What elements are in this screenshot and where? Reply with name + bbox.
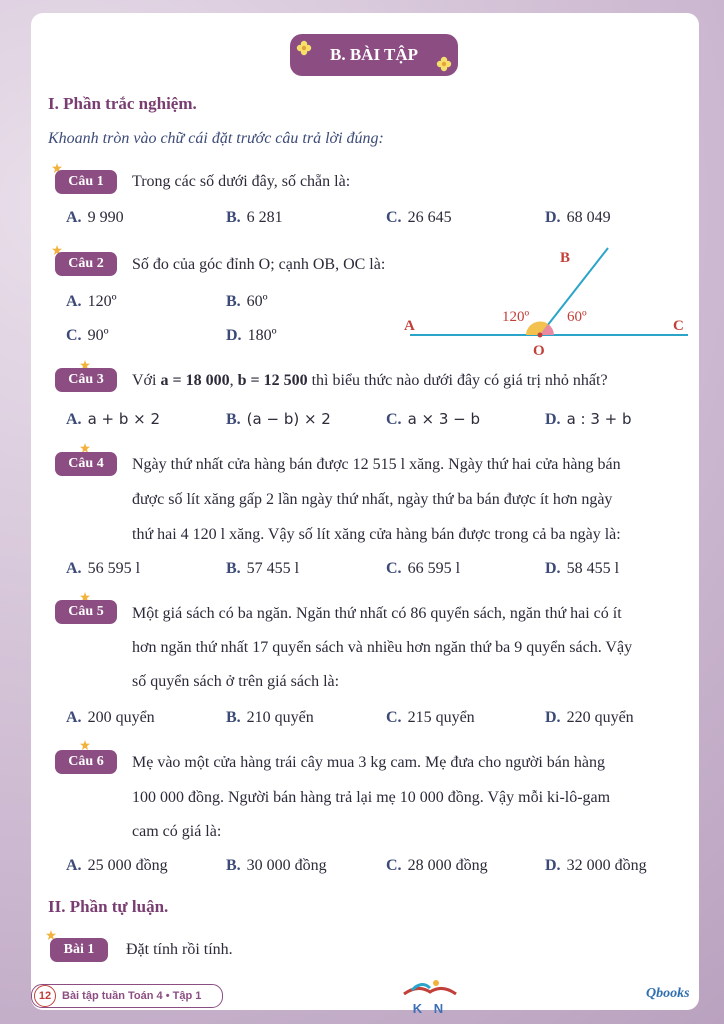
title-banner [290, 34, 458, 76]
question-label: Câu 2 [68, 256, 104, 271]
section-heading-essay: II. Phần tự luận. [48, 897, 169, 916]
option-c[interactable] [386, 857, 488, 875]
option-letter: D. [545, 857, 561, 874]
option-letter: A. [66, 209, 82, 226]
option-value: (a − b) × 2 [246, 410, 331, 428]
option-letter: D. [545, 209, 561, 226]
option-a[interactable] [66, 857, 168, 875]
option-a[interactable] [66, 560, 140, 578]
question-label: Câu 4 [68, 456, 104, 471]
question-badge [55, 452, 117, 476]
option-letter: B. [226, 411, 241, 428]
question-line: Mẹ vào một cửa hàng trái cây mua 3 kg cam. Mẹ đưa cho người bán hàng [132, 754, 605, 771]
option-letter: A. [66, 857, 82, 874]
star-icon [80, 740, 90, 750]
option-d[interactable] [545, 857, 647, 875]
book-logo-icon [398, 978, 462, 998]
option-b[interactable] [226, 293, 268, 311]
option-value: 120º [87, 293, 117, 310]
flower-icon [436, 56, 452, 72]
question-badge [55, 368, 117, 392]
option-value: a : 3 + b [566, 410, 632, 428]
text-part: thì biểu thức nào dưới đây có giá trị nhỏ nhất? [307, 372, 608, 389]
option-c[interactable] [386, 560, 460, 578]
question-text [132, 365, 608, 396]
option-c[interactable] [66, 327, 109, 345]
exercise-label: Bài 1 [63, 942, 95, 957]
option-value: 180º [247, 327, 277, 344]
option-letter: C. [386, 709, 402, 726]
question-line: thứ hai 4 120 l xăng. Vậy số lít xăng cửa hàng bán được trong cả ba ngày là: [132, 526, 621, 543]
option-value: 32 000 đồng [566, 857, 647, 874]
label-b: B [560, 250, 571, 266]
kn-logo-text: K N [412, 1001, 448, 1016]
option-d[interactable] [226, 327, 277, 345]
option-value: 210 quyển [246, 709, 314, 726]
question-line: được số lít xăng gấp 2 lần ngày thứ nhất, ngày thứ ba bán được ít hơn ngày [132, 491, 613, 508]
section-heading-multiple-choice: I. Phần trắc nghiệm. [48, 94, 197, 113]
label-c: C [673, 318, 684, 334]
question-line: số quyển sách ở trên giá sách là: [132, 673, 340, 690]
option-a[interactable] [66, 410, 160, 429]
option-value: 57 455 l [246, 560, 300, 577]
question-text: Số đo của góc đỉnh O; cạnh OB, OC là: [132, 256, 386, 273]
option-b[interactable] [226, 709, 314, 727]
option-c[interactable] [386, 709, 475, 727]
option-d[interactable] [545, 209, 611, 227]
option-value: a + b × 2 [87, 410, 161, 428]
flower-icon [296, 40, 312, 56]
option-b[interactable] [226, 209, 283, 227]
option-letter: C. [386, 857, 402, 874]
text-part: , [229, 372, 238, 389]
option-a[interactable] [66, 209, 124, 227]
option-d[interactable] [545, 410, 632, 429]
question-line: 100 000 đồng. Người bán hàng trả lại mẹ 10 000 đồng. Vậy mỗi ki-lô-gam [132, 789, 611, 806]
option-letter: A. [66, 411, 82, 428]
page-title: B. BÀI TẬP [329, 45, 418, 64]
option-value: 9 990 [87, 209, 124, 226]
option-letter: B. [226, 560, 241, 577]
value-a: a = 18 000 [160, 372, 230, 389]
option-letter: A. [66, 560, 82, 577]
option-value: 60º [246, 293, 268, 310]
option-letter: A. [66, 293, 82, 310]
angle-label-right: 60º [567, 309, 587, 325]
option-letter: C. [386, 411, 402, 428]
question-line: Ngày thứ nhất cửa hàng bán được 12 515 l xăng. Ngày thứ hai cửa hàng bán [132, 456, 621, 473]
option-letter: D. [226, 327, 242, 344]
option-letter: C. [66, 327, 82, 344]
question-label: Câu 1 [68, 174, 104, 189]
label-a: A [404, 318, 415, 334]
option-c[interactable] [386, 209, 452, 227]
option-letter: D. [545, 411, 561, 428]
option-letter: C. [386, 209, 402, 226]
option-c[interactable] [386, 410, 480, 429]
exercise-badge [50, 938, 108, 962]
question-text: Trong các số dưới đây, số chẵn là: [132, 173, 351, 190]
option-value: 26 645 [407, 209, 452, 226]
option-value: 68 049 [566, 209, 611, 226]
exercise-text: Đặt tính rồi tính. [126, 941, 233, 958]
option-value: 200 quyển [87, 709, 155, 726]
option-value: 220 quyển [566, 709, 634, 726]
value-b: b = 12 500 [237, 372, 308, 389]
question-line: hơn ngăn thứ nhất 17 quyển sách và nhiều hơn ngăn thứ ba 9 quyển sách. Vậy [132, 639, 633, 656]
angle-diagram [400, 244, 700, 360]
option-value: 6 281 [246, 209, 283, 226]
text-part: Với [132, 372, 161, 389]
footer-book-info [31, 984, 223, 1008]
question-badge [55, 170, 117, 194]
option-b[interactable] [226, 560, 299, 578]
option-b[interactable] [226, 410, 331, 429]
angle-label-left: 120º [502, 309, 530, 325]
question-label: Câu 6 [68, 754, 104, 769]
option-value: 30 000 đồng [246, 857, 327, 874]
option-value: 28 000 đồng [407, 857, 488, 874]
option-value: 58 455 l [566, 560, 620, 577]
qbooks-logo: Qbooks [646, 986, 690, 1001]
option-b[interactable] [226, 857, 327, 875]
question-label: Câu 5 [68, 604, 104, 619]
option-letter: B. [226, 209, 241, 226]
point-o-dot [538, 333, 543, 338]
instruction-text: Khoanh tròn vào chữ cái đặt trước câu trả lời đúng: [48, 130, 384, 147]
option-value: 56 595 l [87, 560, 141, 577]
option-value: a × 3 − b [407, 410, 481, 428]
label-o: O [533, 343, 545, 359]
option-value: 215 quyển [407, 709, 475, 726]
kn-logo [398, 978, 462, 1014]
option-letter: A. [66, 709, 82, 726]
option-letter: D. [545, 709, 561, 726]
option-letter: B. [226, 709, 241, 726]
option-letter: C. [386, 560, 402, 577]
option-value: 90º [87, 327, 109, 344]
option-letter: B. [226, 857, 241, 874]
option-d[interactable] [545, 560, 619, 578]
book-title: Bài tập tuần Toán 4 • Tập 1 [62, 990, 202, 1002]
question-badge [55, 600, 117, 624]
option-value: 66 595 l [407, 560, 461, 577]
page-number: 12 [34, 985, 56, 1007]
option-a[interactable] [66, 709, 155, 727]
question-line: Một giá sách có ba ngăn. Ngăn thứ nhất có 86 quyển sách, ngăn thứ hai có ít [132, 605, 622, 622]
option-value: 25 000 đồng [87, 857, 168, 874]
question-label: Câu 3 [68, 372, 104, 387]
question-badge [55, 750, 117, 774]
question-line: cam có giá là: [132, 823, 222, 840]
option-a[interactable] [66, 293, 117, 311]
option-d[interactable] [545, 709, 634, 727]
option-letter: D. [545, 560, 561, 577]
option-letter: B. [226, 293, 241, 310]
question-badge [55, 252, 117, 276]
